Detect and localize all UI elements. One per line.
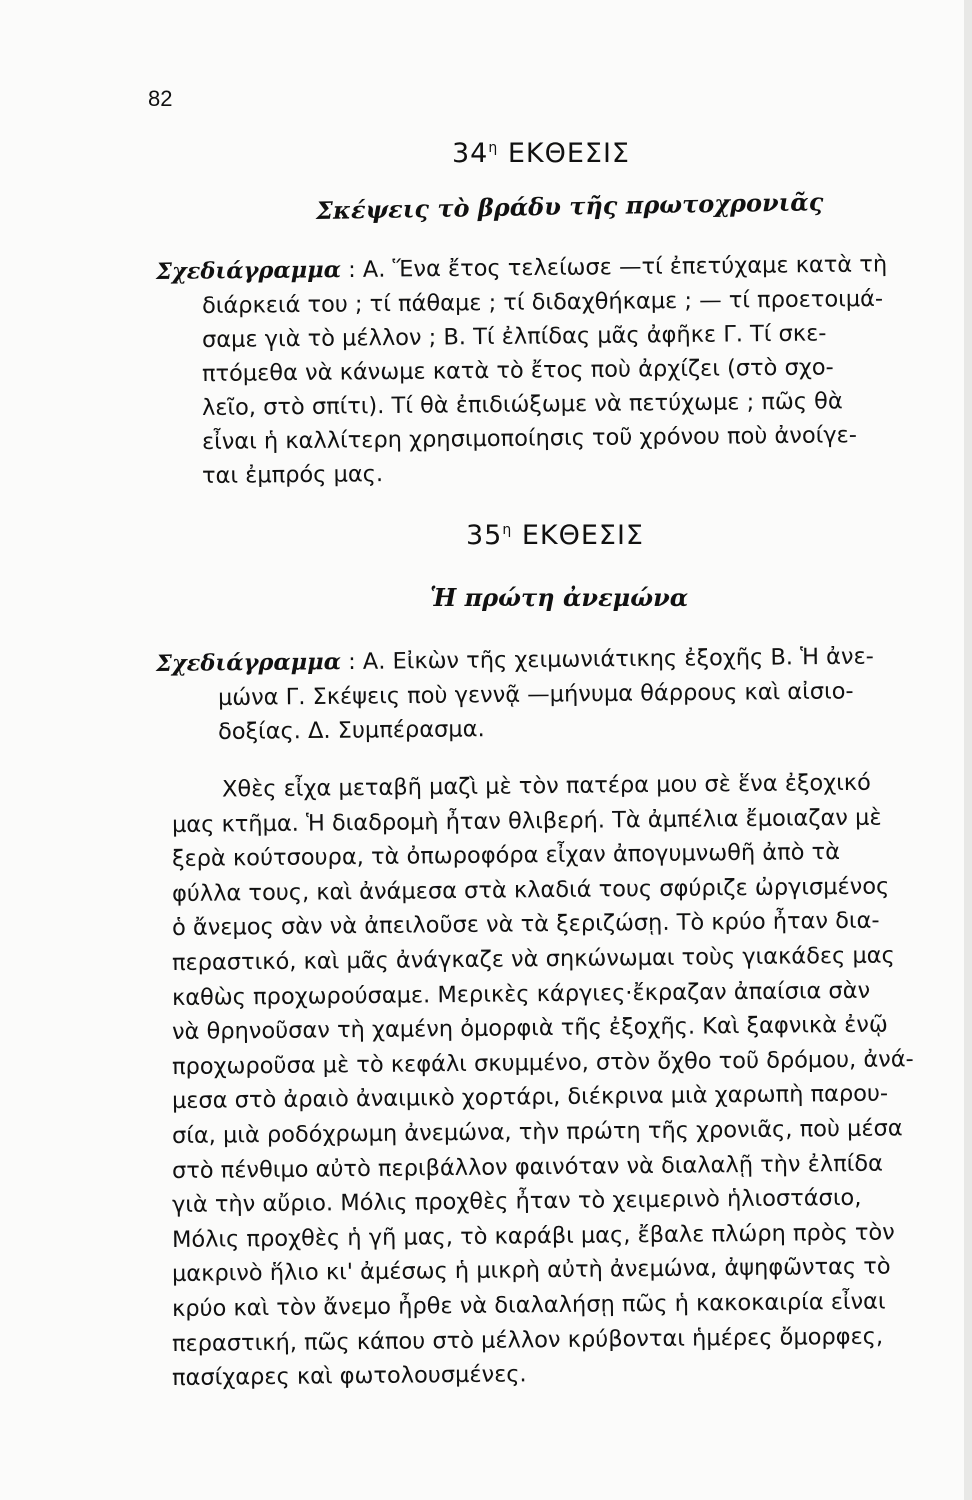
page-number: 82 (148, 86, 173, 111)
essay-34-number: 34 (452, 138, 489, 169)
body-line: στὸ πένθιμο αὐτὸ περιβάλλον φαινόταν νὰ διαλαλῇ τὴν ἐλπίδα (171, 1150, 884, 1184)
plan-line: Σχεδιάγραμμα : Α. Εἰκὼν τῆς χειμωνιάτικης ἐξοχῆς Β. Ἡ ἀνε- (155, 643, 874, 677)
plan-line: Σχεδιάγραμμα : Α. Ἕνα ἔτος τελείωσε —τί ἐπετύχαμε κατὰ τὴ (155, 251, 888, 285)
body-line: ξερὰ κούτσουρα, τὰ ὀπωροφόρα εἶχαν ἀπογυμνωθῆ ἀπὸ τὰ (171, 839, 841, 873)
plan-line: μώνα Γ. Σκέψεις ποὺ γεννᾷ —μήνυμα θάρρους καὶ αἰσιο- (217, 678, 854, 711)
body-line: φύλλα τους, καὶ ἀνάμεσα στὰ κλαδιά τους σφύριζε ὠργισμένος (171, 873, 890, 907)
essay-35-title: ΕΚΘΕΣΙΣ (521, 520, 644, 551)
plan-line: λεῖο, στὸ σπίτι). Τί θὰ ἐπιδιώξωμε νὰ πετύχωμε ; πῶς θὰ (201, 388, 843, 421)
body-line: κρύο καὶ τὸν ἄνεμο ἦρθε νὰ διαλαλήσῃ πῶς ἡ κακοκαιρία εἶναι (171, 1288, 886, 1322)
plan-line: πτόμεθα νὰ κάνωμε κατὰ τὸ ἔτος ποὺ ἀρχίζει (στὸ σχο- (201, 354, 834, 387)
body-line: ὁ ἄνεμος σὰν νὰ ἀπειλοῦσε νὰ τὰ ξεριζώσῃ. Τὸ κρύο ἦταν δια- (171, 907, 880, 942)
body-line: περαστική, πῶς κάπου στὸ μέλλον κρύβονται ἡμέρες ὄμορφες, (171, 1323, 884, 1357)
plan-line: σαμε γιὰ τὸ μέλλον ; Β. Τί ἐλπίδας μᾶς ἀφῆκε Γ. Τί σκε- (201, 320, 827, 353)
plan-line: δοξίας. Δ. Συμπέρασμα. (217, 716, 485, 745)
body-line: μας κτῆμα. Ἡ διαδρομὴ ἦταν θλιβερή. Τὰ ἀμπέλια ἔμοιαζαν μὲ (171, 804, 882, 838)
plan-label: Σχεδιάγραμμα (155, 649, 342, 677)
body-line: Χθὲς εἶχα μεταβῆ μαζὶ μὲ τὸν πατέρα μου σὲ ἕνα ἐξοχικό (221, 769, 872, 803)
plan-line: ται ἐμπρός μας. (201, 461, 384, 489)
body-line: μακρινὸ ἥλιο κι' ἀμέσως ἡ μικρὴ αὐτὴ ἀνεμώνα, ἀψηφῶντας τὸ (171, 1253, 891, 1288)
plan-line: εἶναι ἡ καλλίτερη χρησιμοποίησις τοῦ χρόνου ποὺ ἀνοίγε- (201, 422, 858, 455)
body-line: Μόλις προχθὲς ἡ γῆ μας, τὸ καράβι μας, ἔβαλε πλώρη πρὸς τὸν (171, 1219, 895, 1253)
plan-label: Σχεδιάγραμμα (155, 257, 342, 285)
body-line: προχωροῦσα μὲ τὸ κεφάλι σκυμμένο, στὸν ὄχθο τοῦ δρόμου, ἀνά- (171, 1045, 914, 1080)
essay-35-plan (155, 643, 962, 749)
body-line: μεσα στὸ ἀραιὸ ἀναιμικὸ χορτάρι, διέκρινα μιὰ χαρωπὴ παρου- (171, 1080, 889, 1115)
plan-line: διάρκειά του ; τί πάθαμε ; τί διδαχθήκαμε ; — τί προετοιμά- (201, 285, 884, 319)
essay-34-number-suffix: η (488, 140, 499, 156)
body-line: καθὼς προχωρούσαμε. Μερικὲς κάργιες·ἔκραζαν ἀπαίσια σὰν (171, 977, 871, 1011)
body-line: γιὰ τὴν αὔριο. Μόλις προχθὲς ἦταν τὸ χειμερινὸ ἡλιοστάσιο, (171, 1184, 862, 1219)
essay-35-subtitle: Ἡ πρώτη ἀνεμώνα (430, 583, 689, 612)
essay-35-heading (466, 520, 644, 551)
essay-35-number: 35 (466, 520, 503, 551)
essay-34-plan (155, 251, 962, 493)
essay-34-heading (452, 138, 630, 169)
essay-35-number-suffix: η (502, 522, 513, 538)
body-line: περαστικό, καὶ μᾶς ἀνάγκαζε νὰ σηκώνωμαι τοὺς γιακάδες μας (171, 942, 895, 976)
essay-35-body (171, 769, 972, 1396)
body-line: πασίχαρες καὶ φωτολουσμένες. (171, 1361, 527, 1392)
essay-34-subtitle: Σκέψεις τὸ βράδυ τῆς πρωτοχρονιᾶς (315, 187, 824, 225)
body-line: νὰ θρηνοῦσαν τὴ χαμένη ὀμορφιὰ τῆς ἐξοχῆς. Καὶ ξαφνικὰ ἐνῷ (171, 1011, 888, 1046)
body-line: σία, μιὰ ροδόχρωμη ἀνεμώνα, τὴν πρώτη τῆς χρονιᾶς, ποὺ μέσα (171, 1115, 903, 1149)
essay-34-title: ΕΚΘΕΣΙΣ (507, 138, 630, 169)
